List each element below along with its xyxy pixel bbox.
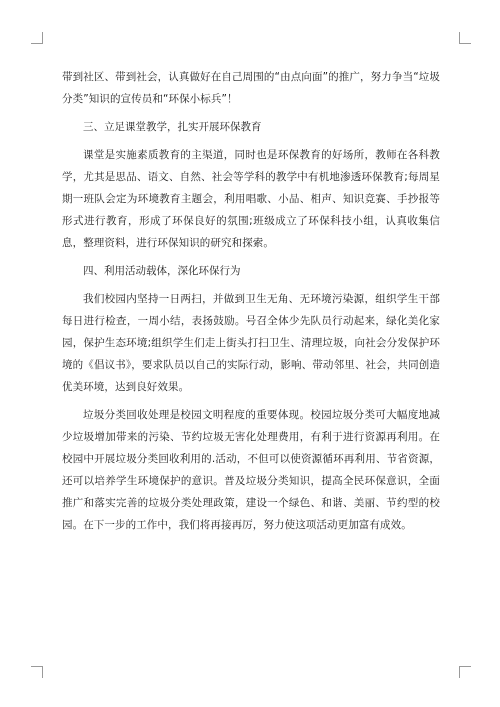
crop-mark-top-left xyxy=(31,32,43,44)
crop-mark-top-right xyxy=(459,32,471,44)
document-body xyxy=(62,66,440,542)
section-heading-3: 三、立足课堂教学，扎实开展环保教育 xyxy=(83,121,262,133)
section-heading-4: 四、利用活动载体，深化环保行为 xyxy=(83,265,241,277)
paragraph-continuation: 带到社区、带到社会，认真做好在自己周围的“由点向面”的推广，努力争当“垃圾分类”知识的宣传员和“环保小标兵”！ xyxy=(62,71,440,105)
crop-mark-bottom-left xyxy=(31,666,43,678)
paragraph-activities: 我们校园内坚持一日两扫，并做到卫生无角、无环境污染源，组织学生干部每日进行检查，一周小结，表扬鼓励。号召全体少先队员行动起来，绿化美化家园，保护生态环境;组织学生们走上街头打扫卫生、清理垃圾，向社会分发保护环境的《倡议书》，要求队员以自己的实际行动，影响、带动邻里、社会，共同创造优美环境，达到良好效果。 xyxy=(62,293,440,393)
crop-mark-bottom-right xyxy=(459,666,471,678)
paragraph-waste-sorting: 垃圾分类回收处理是校园文明程度的重要体现。校园垃圾分类可大幅度地减少垃圾增加带来的污染、节约垃圾无害化处理费用，有利于进行资源再利用。在校园中开展垃圾分类回收利用的.活动，不但可以使资源循环再利用、节省资源，还可以培养学生环境保护的意识。普及垃圾分类知识，提高全民环保意识，全面推广和落实完善的垃圾分类处理政策，建设一个绿色、和谐、美丽、节约型的校园。在下一步的工作中，我们将再接再厉，努力使这项活动更加富有成效。 xyxy=(62,409,440,531)
paragraph-classroom: 课堂是实施素质教育的主渠道，同时也是环保教育的好场所，教师在各科教学，尤其是思品、语文、自然、社会等学科的教学中有机地渗透环保教育;每周星期一班队会定为环境教育主题会，利用唱歌、小品、相声、知识竞赛、手抄报等形式进行教育，形成了环保良好的氛围;班级成立了环保科技小组，认真收集信息，整理资料，进行环保知识的研究和探索。 xyxy=(62,149,440,249)
